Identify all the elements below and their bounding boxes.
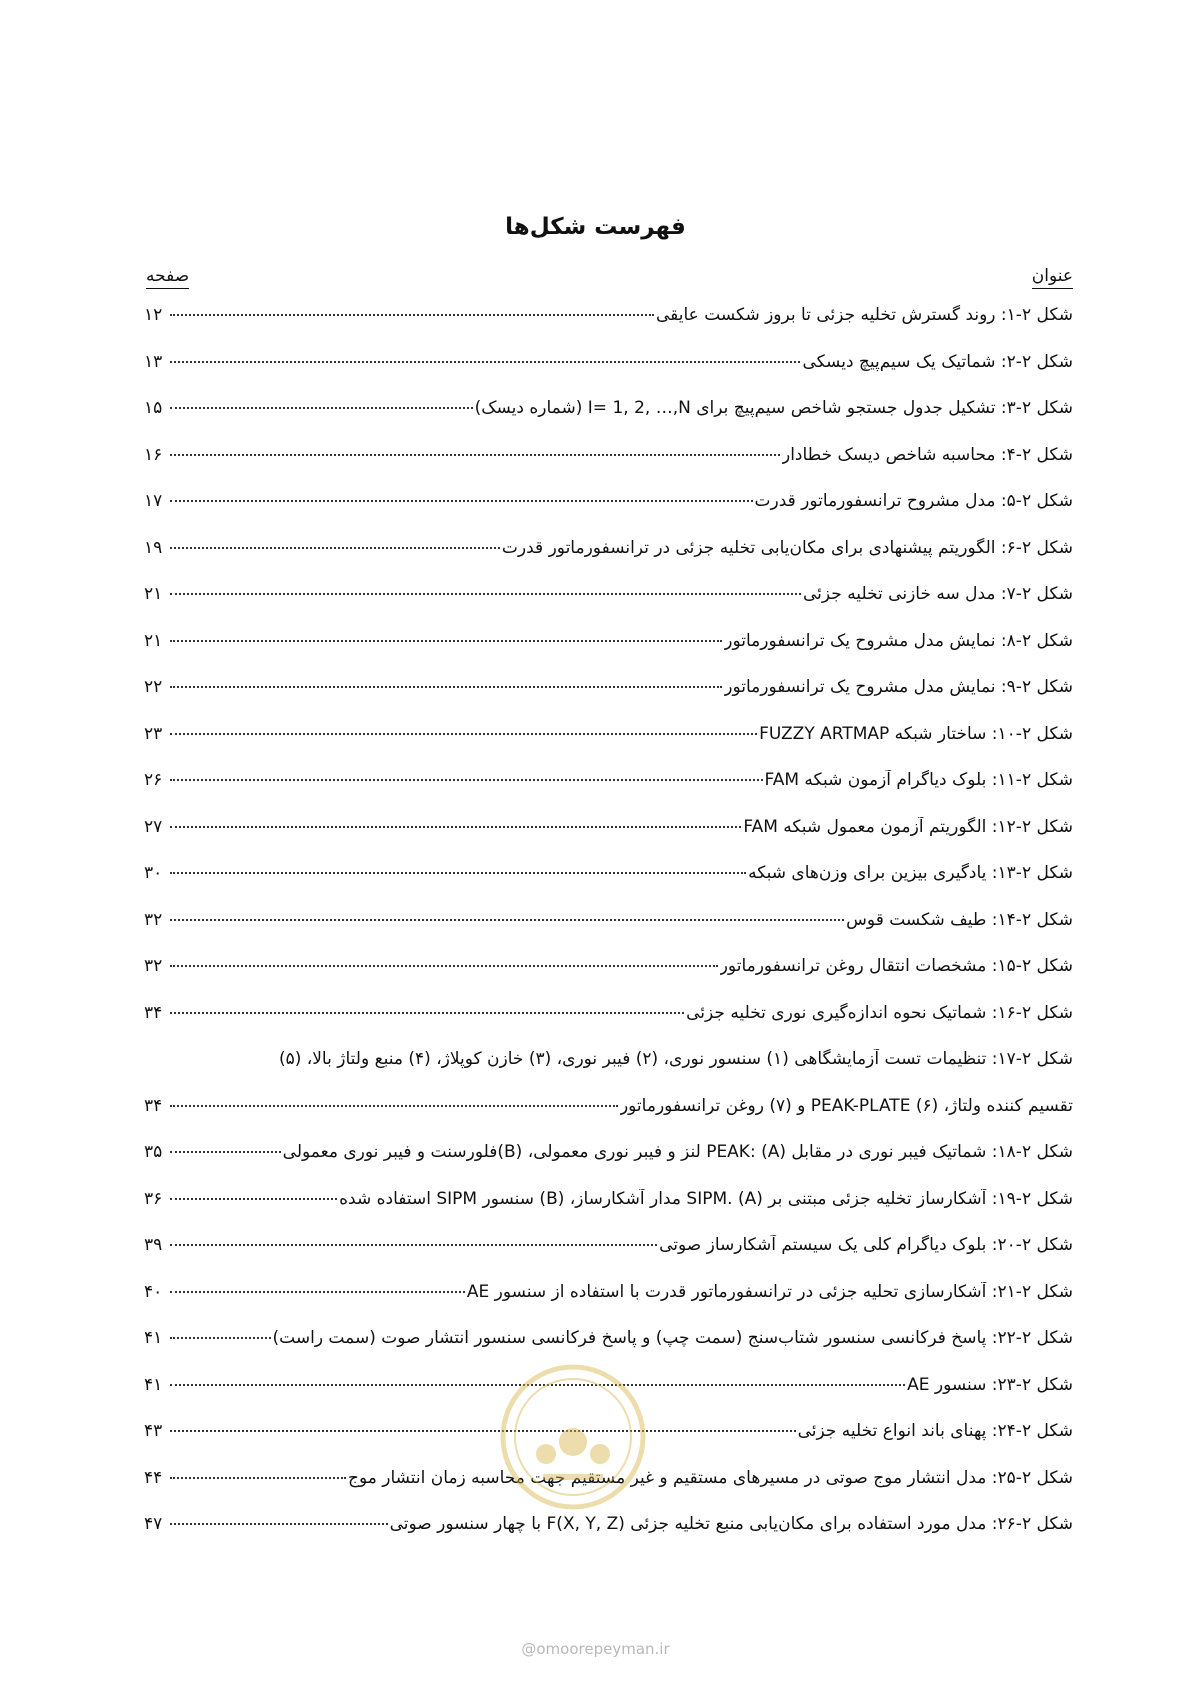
- toc-dot-leader: [170, 1012, 684, 1014]
- toc-entry[interactable]: [144, 770, 1073, 817]
- toc-dot-leader: [170, 1523, 388, 1525]
- toc-entry-page: ۱۹: [144, 537, 163, 558]
- toc-entry-title: شکل ۲-۱۷: تنظیمات تست آزمایشگاهی (۱) سنسور نوری، (۲) فیبر نوری، (۳) خازن کوپلاژ، (۴) منبع ولتاژ بالا، (۵): [278, 1049, 1073, 1069]
- toc-entry-title: شکل ۲-۱۶: شماتیک نحوه اندازه‌گیری نوری تخلیه جزئی: [686, 1002, 1073, 1023]
- toc-entry-page: ۳۴: [144, 1095, 163, 1116]
- toc-entry-title: شکل ۲-۲۶: مدل مورد استفاده برای مکان‌یابی منبع تخلیه جزئی F(X, Y, Z) با چهار سنسور صوتی: [389, 1514, 1073, 1534]
- toc-entry-page: ۳۵: [144, 1142, 163, 1162]
- toc-entry[interactable]: [144, 956, 1073, 1003]
- toc-entry[interactable]: [144, 724, 1073, 771]
- toc-entry-title: شکل ۲-۲۲: پاسخ فرکانسی سنسور شتاب‌سنج (سمت چپ) و پاسخ فرکانسی سنسور انتشار صوت (سمت راست): [272, 1328, 1073, 1348]
- toc-dot-leader: [170, 1151, 281, 1153]
- toc-entry-title: شکل ۲-۱۳: یادگیری بیزین برای وزن‌های شبکه: [748, 863, 1073, 883]
- toc-entry-title: شکل ۲-۸: نمایش مدل مشروح یک ترانسفورماتور: [724, 630, 1073, 651]
- toc-dot-leader: [170, 686, 722, 688]
- toc-entry-title: شکل ۲-۱۵: مشخصات انتقال روغن ترانسفورماتور: [719, 956, 1073, 976]
- toc-entry-title: تقسیم کننده ولتاژ، (۶) PEAK-PLATE و (۷) روغن ترانسفورماتور: [619, 1095, 1073, 1116]
- toc-entry-title: شکل ۲-۱۴: طیف شکست قوس: [846, 909, 1073, 930]
- toc-dot-leader: [170, 1198, 337, 1200]
- toc-dot-leader: [170, 1105, 618, 1107]
- toc-entry-page: ۲۱: [144, 630, 163, 651]
- toc-entry-page: ۴۴: [144, 1467, 163, 1488]
- toc-entry-title: شکل ۲-۲۱: آشکارسازی تحلیه جزئی در ترانسفورماتور قدرت با استفاده از سنسور AE: [466, 1281, 1073, 1302]
- toc-entry-page: ۳۲: [144, 956, 163, 976]
- toc-entry-title: شکل ۲-۱۰: ساختار شبکه FUZZY ARTMAP: [759, 723, 1073, 744]
- toc-dot-leader: [170, 733, 757, 735]
- toc-entry[interactable]: [144, 910, 1073, 957]
- toc-entry-page: ۲۳: [144, 723, 163, 744]
- toc-dot-leader: [170, 1291, 465, 1293]
- toc-entry[interactable]: [144, 817, 1073, 864]
- toc-entry-page: ۱۶: [144, 444, 163, 465]
- toc-entry-page: ۲۷: [144, 816, 163, 837]
- toc-dot-leader: [170, 547, 500, 549]
- toc-dot-leader: [170, 1430, 796, 1432]
- column-header-title: عنوان: [1032, 266, 1073, 289]
- toc-dot-leader: [170, 361, 800, 363]
- toc-entry-title: شکل ۲-۱۸: شماتیک فیبر نوری در مقابل PEAK: (A) لنز و فیبر نوری معمولی، (B)فلورسنت و فیبر نوری معمولی: [282, 1142, 1073, 1162]
- toc-entry-title: شکل ۲-۱۲: الگوریتم آزمون معمول شبکه FAM: [743, 816, 1073, 837]
- toc-dot-leader: [170, 407, 473, 409]
- toc-entry-page: ۱۵: [144, 398, 163, 418]
- toc-dot-leader: [170, 919, 844, 921]
- toc-entry-title: شکل ۲-۲۵: مدل انتشار موج صوتی در مسیرهای مستقیم و غیر مستقیم جهت محاسبه زمان انتشار موج: [347, 1467, 1073, 1488]
- toc-entry[interactable]: [144, 1142, 1073, 1189]
- toc-dot-leader: [170, 826, 741, 828]
- toc-entry-title: شکل ۲-۱: روند گسترش تخلیه جزئی تا بروز شکست عایقی: [655, 305, 1073, 325]
- toc-entry-page: ۴۳: [144, 1421, 163, 1441]
- toc-entry-page: ۴۰: [144, 1281, 163, 1302]
- toc-entry[interactable]: [144, 398, 1073, 445]
- toc-entry-title: شکل ۲-۲۰: بلوک دیاگرام کلی یک سیستم آشکارساز صوتی: [659, 1235, 1073, 1255]
- toc-entry-title: شکل ۲-۱۱: بلوک دیاگرام آزمون شبکه FAM: [764, 770, 1073, 790]
- toc-entry-page: ۲۶: [144, 770, 163, 790]
- toc-dot-leader: [170, 872, 746, 874]
- toc-entry-page: ۲۲: [144, 677, 163, 697]
- toc-entry-title: شکل ۲-۴: محاسبه شاخص دیسک خطادار: [781, 444, 1073, 465]
- toc-entry-page: ۴۷: [144, 1514, 163, 1534]
- toc-entry-title: شکل ۲-۳: تشکیل جدول جستجو شاخص سیم‌پیچ برای I= 1, 2, …,N (شماره دیسک): [474, 398, 1073, 418]
- toc-entry[interactable]: [144, 352, 1073, 399]
- toc-dot-leader: [170, 965, 718, 967]
- toc-dot-leader: [170, 1337, 271, 1339]
- column-header-page: صفحه: [146, 266, 189, 289]
- toc-entry-title: شکل ۲-۱۹: آشکارساز تخلیه جزئی مبتنی بر SIPM. (A) مدار آشکارساز، (B) سنسور SIPM استفاده شده: [339, 1188, 1073, 1209]
- toc-entry-page: ۱۷: [144, 491, 163, 511]
- toc-entry-title: شکل ۲-۵: مدل مشروح ترانسفورماتور قدرت: [754, 491, 1073, 511]
- toc-dot-leader: [170, 1244, 657, 1246]
- toc-dot-leader: [170, 779, 763, 781]
- toc-entry-page: ۴۱: [144, 1374, 163, 1395]
- toc-entry-page: ۳۴: [144, 1002, 163, 1023]
- toc-entry-page: ۳۲: [144, 909, 163, 930]
- toc-entry-page: ۴۱: [144, 1328, 163, 1348]
- toc-entry-title: شکل ۲-۲۳: سنسور AE: [907, 1374, 1073, 1395]
- toc-entry[interactable]: [144, 491, 1073, 538]
- toc-entry-title: شکل ۲-۲: شماتیک یک سیم‌پیچ دیسکی: [802, 351, 1073, 372]
- toc-dot-leader: [170, 593, 801, 595]
- toc-entry[interactable]: [144, 1282, 1073, 1329]
- toc-entry[interactable]: [144, 1189, 1073, 1236]
- toc-entry-title: شکل ۲-۹: نمایش مدل مشروح یک ترانسفورماتور: [724, 677, 1073, 697]
- toc-entry[interactable]: [144, 305, 1073, 352]
- toc-entry[interactable]: [144, 1003, 1073, 1050]
- toc-entry[interactable]: [144, 1235, 1073, 1282]
- toc-entry-page: ۲۱: [144, 584, 163, 604]
- toc-dot-leader: [170, 500, 753, 502]
- toc-entry-title: شکل ۲-۷: مدل سه خازنی تخلیه جزئی: [803, 584, 1073, 604]
- toc-entry-page: ۱۳: [144, 351, 163, 372]
- toc-dot-leader: [170, 640, 722, 642]
- toc-entry[interactable]: [144, 445, 1073, 492]
- toc-entry[interactable]: [144, 584, 1073, 631]
- page-title: فهرست شکل‌ها: [505, 214, 686, 240]
- toc-entry-title: شکل ۲-۲۴: پهنای باند انواع تخلیه جزئی: [797, 1421, 1073, 1441]
- watermark-site: @omoorepeyman.ir: [521, 1640, 670, 1658]
- toc-entry-title: شکل ۲-۶: الگوریتم پیشنهادی برای مکان‌یابی تخلیه جزئی در ترانسفورماتور قدرت: [501, 537, 1073, 558]
- toc-entry-page: ۳۹: [144, 1235, 163, 1255]
- toc-entry[interactable]: [144, 538, 1073, 585]
- toc-entry[interactable]: [144, 1049, 1073, 1096]
- toc-entry[interactable]: [144, 1514, 1073, 1561]
- toc-entry-page: ۳۶: [144, 1188, 163, 1209]
- toc-entry-page: ۳۰: [144, 863, 163, 883]
- toc-dot-leader: [170, 314, 654, 316]
- toc-entry[interactable]: [144, 677, 1073, 724]
- toc-entry[interactable]: [144, 1096, 1073, 1143]
- toc-entry-page: ۱۲: [144, 305, 163, 325]
- toc-dot-leader: [170, 454, 780, 456]
- watermark-seal-icon: [498, 1362, 648, 1512]
- toc-dot-leader: [170, 1477, 346, 1479]
- toc-entry[interactable]: [144, 863, 1073, 910]
- toc-entry[interactable]: [144, 631, 1073, 678]
